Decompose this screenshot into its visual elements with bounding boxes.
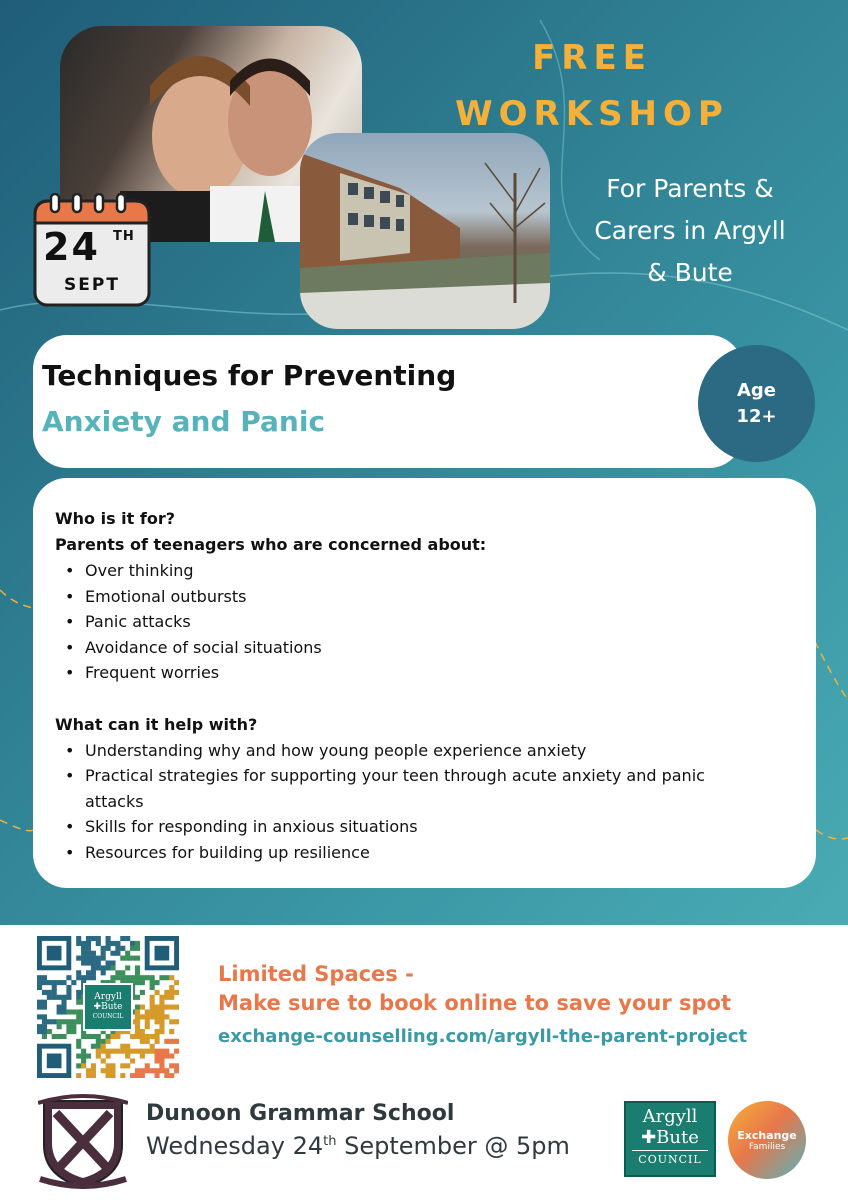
list-item: • Panic attacks — [55, 609, 794, 635]
audience-line-3: & Bute — [647, 258, 733, 287]
calendar-month: SEPT — [64, 275, 120, 295]
details-panel — [33, 478, 816, 888]
who-list — [55, 558, 794, 686]
exchange-logo-line-1: Exchange — [737, 1128, 797, 1142]
booking-text — [218, 960, 731, 1018]
qr-code[interactable] — [37, 936, 179, 1078]
help-list — [55, 738, 794, 866]
date-suffix: th — [323, 1134, 337, 1149]
list-item: • Emotional outbursts — [55, 584, 794, 610]
free-workshop-heading — [440, 30, 744, 142]
audience-text — [560, 168, 820, 294]
exchange-families-logo — [728, 1101, 806, 1179]
qr-logo-line-1: Argyll — [94, 992, 122, 1002]
booking-line-2: Make sure to book online to save your spot — [218, 991, 732, 1015]
date-prefix: Wednesday 24 — [146, 1132, 324, 1160]
council-logo-small — [83, 983, 133, 1031]
age-value: 12+ — [736, 405, 777, 427]
who-subheading: Parents of teenagers who are concerned about: — [55, 535, 487, 554]
list-item: • Understanding why and how young people experience anxiety — [55, 738, 794, 764]
list-item: • Practical strategies for supporting your teen through acute anxiety and panic attacks — [55, 763, 794, 814]
age-badge — [698, 345, 815, 462]
poster-footer — [0, 925, 848, 1200]
school-crest-logo — [38, 1093, 128, 1189]
council-logo-line-2: ✚Bute — [641, 1127, 699, 1148]
booking-url-link[interactable]: exchange-counselling.com/argyll-the-parent-project — [218, 1026, 748, 1047]
workshop-line: WORKSHOP — [455, 94, 729, 134]
calendar-day-suffix: TH — [113, 229, 135, 244]
qr-logo-line-2: ✚Bute — [93, 1002, 123, 1012]
council-logo-line-3: COUNCIL — [632, 1150, 708, 1167]
list-item: • Avoidance of social situations — [55, 635, 794, 661]
list-item: • Frequent worries — [55, 660, 794, 686]
title-line-1: Techniques for Preventing — [42, 359, 457, 392]
audience-line-2: Carers in Argyll — [594, 216, 786, 245]
free-line: FREE — [532, 38, 652, 78]
help-heading: What can it help with? — [55, 714, 258, 734]
audience-line-1: For Parents & — [606, 174, 774, 203]
list-item: • Over thinking — [55, 558, 794, 584]
date-rest: September @ 5pm — [336, 1132, 570, 1160]
venue-date — [146, 1132, 570, 1160]
title-line-2: Anxiety and Panic — [42, 405, 326, 438]
exchange-logo-line-2: Families — [748, 1141, 786, 1152]
list-item: • Skills for responding in anxious situations — [55, 814, 794, 840]
who-heading: Who is it for? — [55, 509, 176, 528]
date-calendar-icon — [33, 193, 151, 307]
qr-logo-line-3: COUNCIL — [92, 1013, 124, 1020]
photo-school-building — [300, 133, 550, 329]
age-label: Age — [736, 379, 777, 401]
title-panel — [33, 335, 743, 468]
list-item: • Resources for building up resilience — [55, 840, 794, 866]
council-logo-line-1: Argyll — [642, 1106, 698, 1127]
venue-name: Dunoon Grammar School — [146, 1101, 455, 1126]
calendar-day: 24 — [43, 225, 100, 269]
booking-line-1: Limited Spaces - — [218, 962, 414, 986]
argyll-bute-council-logo — [624, 1101, 716, 1177]
